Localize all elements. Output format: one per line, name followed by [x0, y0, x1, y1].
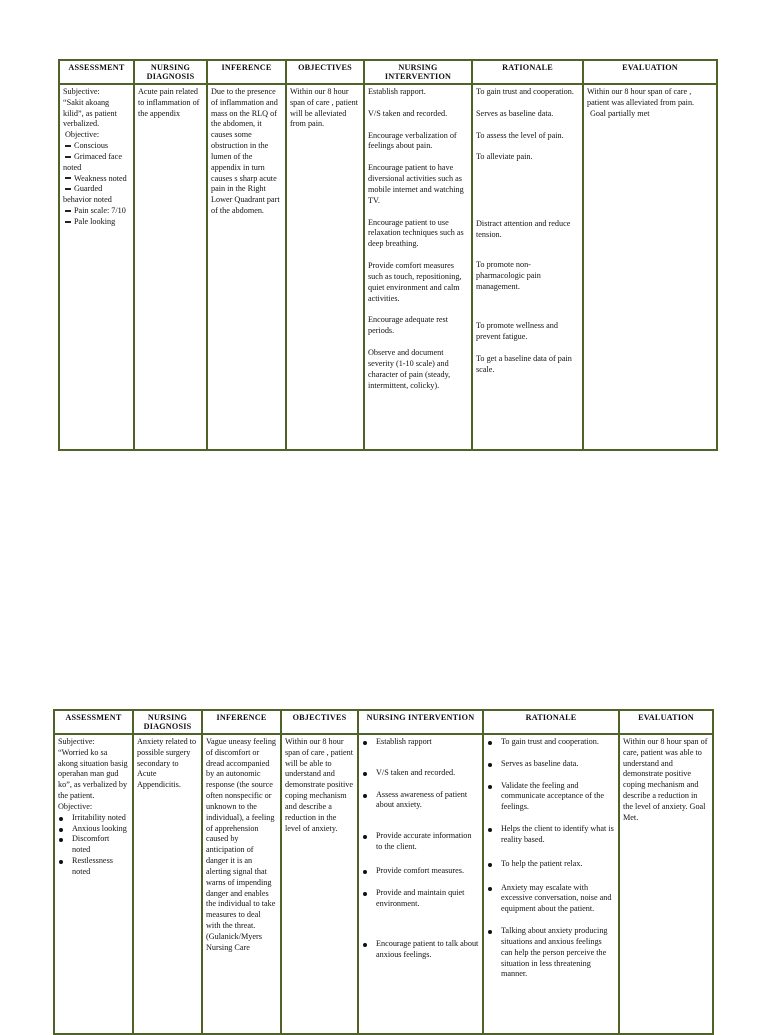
rationale-item: Anxiety may escalate with excessive conversation, noise and equipment about the patient.	[487, 883, 615, 915]
header-row	[54, 710, 713, 734]
assessment-cell	[54, 734, 133, 1034]
bullet-icon	[65, 221, 71, 223]
bullet-icon	[363, 741, 367, 745]
care-plan-table-anxiety	[53, 709, 714, 1035]
objective-item: Restlessness noted	[58, 856, 129, 878]
evaluation-cell	[583, 84, 717, 450]
bullet-icon	[488, 863, 492, 867]
intervention-item: Encourage patient to talk about anxious feelings.	[362, 939, 479, 961]
assessment-cell	[59, 84, 134, 450]
rationale-item: To promote wellness and prevent fatigue.	[476, 321, 558, 342]
bullet-icon	[59, 828, 63, 832]
rationale-item: Talking about anxiety producing situations and anxious feelings can help the person perceive the situation in less threatening manner.	[487, 926, 615, 980]
intervention-item: Observe and document severity (1-10 scale) and character of pain (steady, intermittent, colicky).	[368, 348, 451, 390]
evaluation-text: Within our 8 hour span of care , patient was alleviated from pain.	[587, 87, 695, 107]
bullet-icon	[65, 188, 71, 190]
header-nursing-diagnosis: NURSING DIAGNOSIS	[134, 60, 207, 84]
header-objectives: OBJECTIVES	[286, 60, 364, 84]
header-assessment: ASSESSMENT	[54, 710, 133, 734]
rationale-cell	[483, 734, 619, 1034]
bullet-icon	[65, 156, 71, 158]
objective-item: Conscious	[63, 141, 130, 152]
rationale-cell	[472, 84, 583, 450]
objective-item: Discomfort noted	[58, 834, 129, 856]
inference-cell: Due to the presence of inflammation and mass on the RLQ of the abdomen, it causes some obstruction in the lumen of the appendix in turn causes s sharp acute pain in the Right Lower Quadrant part of the abdomen.	[207, 84, 286, 450]
rationale-item: Helps the client to identify what is reality based.	[487, 824, 615, 846]
intervention-item: V/S taken and recorded.	[368, 108, 448, 118]
objective-item: Weakness noted	[63, 174, 130, 185]
objective-item: Anxious looking	[58, 824, 129, 835]
bullet-icon	[65, 210, 71, 212]
header-rationale: RATIONALE	[472, 60, 583, 84]
intervention-item: Provide accurate information to the client.	[362, 831, 479, 853]
inference-cell: Vague uneasy feeling of discomfort or dread accompanied by an autonomic response (the source often nonspecific or unknown to the individual), a feeling of apprehension caused by anticipation of danger it is an alerting signal that warns of impending danger and enables the individual to take measures to deal with the threat. (Gulanick/Myers Nursing Care	[202, 734, 281, 1034]
objective-label: Objective:	[65, 130, 100, 140]
objective-item: Pain scale: 7/10	[63, 206, 130, 217]
bullet-icon	[59, 838, 63, 842]
rationale-item: To gain trust and cooperation.	[487, 737, 615, 748]
header-nursing-intervention: NURSING INTERVENTION	[358, 710, 483, 734]
care-plan-table-acute-pain	[58, 59, 718, 451]
bullet-icon	[488, 828, 492, 832]
intervention-item: Provide and maintain quiet environment.	[362, 888, 479, 910]
objectives-cell: Within our 8 hour span of care , patient will be alleviated from pain.	[286, 84, 364, 450]
intervention-cell	[358, 734, 483, 1034]
table-row	[59, 84, 717, 450]
bullet-icon	[363, 835, 367, 839]
rationale-item: To alleviate pain.	[476, 152, 533, 162]
subjective-label: Subjective:	[63, 87, 100, 96]
rationale-item: Serves as baseline data.	[487, 759, 615, 770]
intervention-item: Provide comfort measures.	[362, 866, 479, 877]
bullet-icon	[65, 177, 71, 179]
header-inference: INFERENCE	[207, 60, 286, 84]
bullet-icon	[488, 741, 492, 745]
intervention-item: Encourage verbalization of feelings about pain.	[368, 130, 457, 151]
intervention-item: Provide comfort measures such as touch, repositioning, quiet environment and calm activities.	[368, 261, 462, 303]
diagnosis-cell: Anxiety related to possible surgery secondary to Acute Appendicitis.	[133, 734, 202, 1034]
rationale-item: To help the patient relax.	[487, 859, 615, 870]
diagnosis-cell: Acute pain related to inflammation of the appendix	[134, 84, 207, 450]
evaluation-status: Goal partially met	[590, 108, 650, 118]
header-evaluation: EVALUATION	[583, 60, 717, 84]
intervention-item: Establish rapport	[362, 737, 479, 748]
objective-list	[58, 813, 129, 878]
bullet-icon	[59, 860, 63, 864]
header-assessment: ASSESSMENT	[59, 60, 134, 84]
rationale-item: To assess the level of pain.	[476, 130, 564, 140]
intervention-item: Assess awareness of patient about anxiety.	[362, 790, 479, 812]
bullet-icon	[363, 870, 367, 874]
bullet-icon	[363, 943, 367, 947]
header-nursing-intervention: NURSING INTERVENTION	[364, 60, 472, 84]
table-row	[54, 734, 713, 1034]
objective-item: Guarded behavior noted	[63, 184, 112, 205]
objective-item: Pale looking	[63, 217, 130, 228]
subjective-quote: “Worried ko sa akong situation basig operahan man gud ko”, as verbalized by the patient.	[58, 747, 128, 801]
bullet-icon	[59, 817, 63, 821]
bullet-icon	[363, 794, 367, 798]
rationale-item: Validate the feeling and communicate acceptance of the feelings.	[487, 781, 615, 813]
bullet-icon	[65, 145, 71, 147]
rationale-item: Serves as baseline data.	[476, 108, 554, 118]
header-nursing-diagnosis: NURSING DIAGNOSIS	[133, 710, 202, 734]
bullet-icon	[488, 763, 492, 767]
subjective-quote: “Sakit akoang kilid”, as patient verbalized.	[63, 97, 117, 129]
header-evaluation: EVALUATION	[619, 710, 713, 734]
bullet-icon	[363, 772, 367, 776]
rationale-item: To promote non-pharmacologic pain management.	[476, 259, 541, 291]
bullet-icon	[363, 892, 367, 896]
header-inference: INFERENCE	[202, 710, 281, 734]
bullet-icon	[488, 887, 492, 891]
objectives-cell: Within our 8 hour span of care , patient will be able to understand and demonstrate positive coping mechanism and describe a reduction in the level of anxiety.	[281, 734, 358, 1034]
objective-item: Grimaced face noted	[63, 151, 122, 172]
rationale-item: Distract attention and reduce tension.	[476, 219, 571, 240]
bullet-icon	[488, 785, 492, 789]
rationale-item: To get a baseline data of pain scale.	[476, 354, 572, 374]
intervention-item: Encourage patient to have diversional activities such as mobile internet and watching TV.	[368, 163, 464, 205]
intervention-item: Encourage patient to use relaxation techniques such as deep breathing.	[368, 217, 464, 249]
intervention-item: V/S taken and recorded.	[362, 768, 479, 779]
rationale-list	[487, 737, 615, 980]
intervention-list	[362, 737, 479, 961]
header-row	[59, 60, 717, 84]
intervention-item: Encourage adequate rest periods.	[368, 315, 449, 336]
objective-label: Objective:	[58, 801, 93, 811]
header-objectives: OBJECTIVES	[281, 710, 358, 734]
evaluation-cell: Within our 8 hour span of care, patient was able to understand and demonstrate positive coping mechanism and describe a reduction in the level of anxiety. Goal Met.	[619, 734, 713, 1034]
subjective-label: Subjective:	[58, 737, 95, 746]
objective-item: Irritability noted	[58, 813, 129, 824]
intervention-cell	[364, 84, 472, 450]
intervention-item: Establish rapport.	[368, 87, 426, 96]
bullet-icon	[488, 930, 492, 934]
header-rationale: RATIONALE	[483, 710, 619, 734]
rationale-item: To gain trust and cooperation.	[476, 87, 574, 96]
